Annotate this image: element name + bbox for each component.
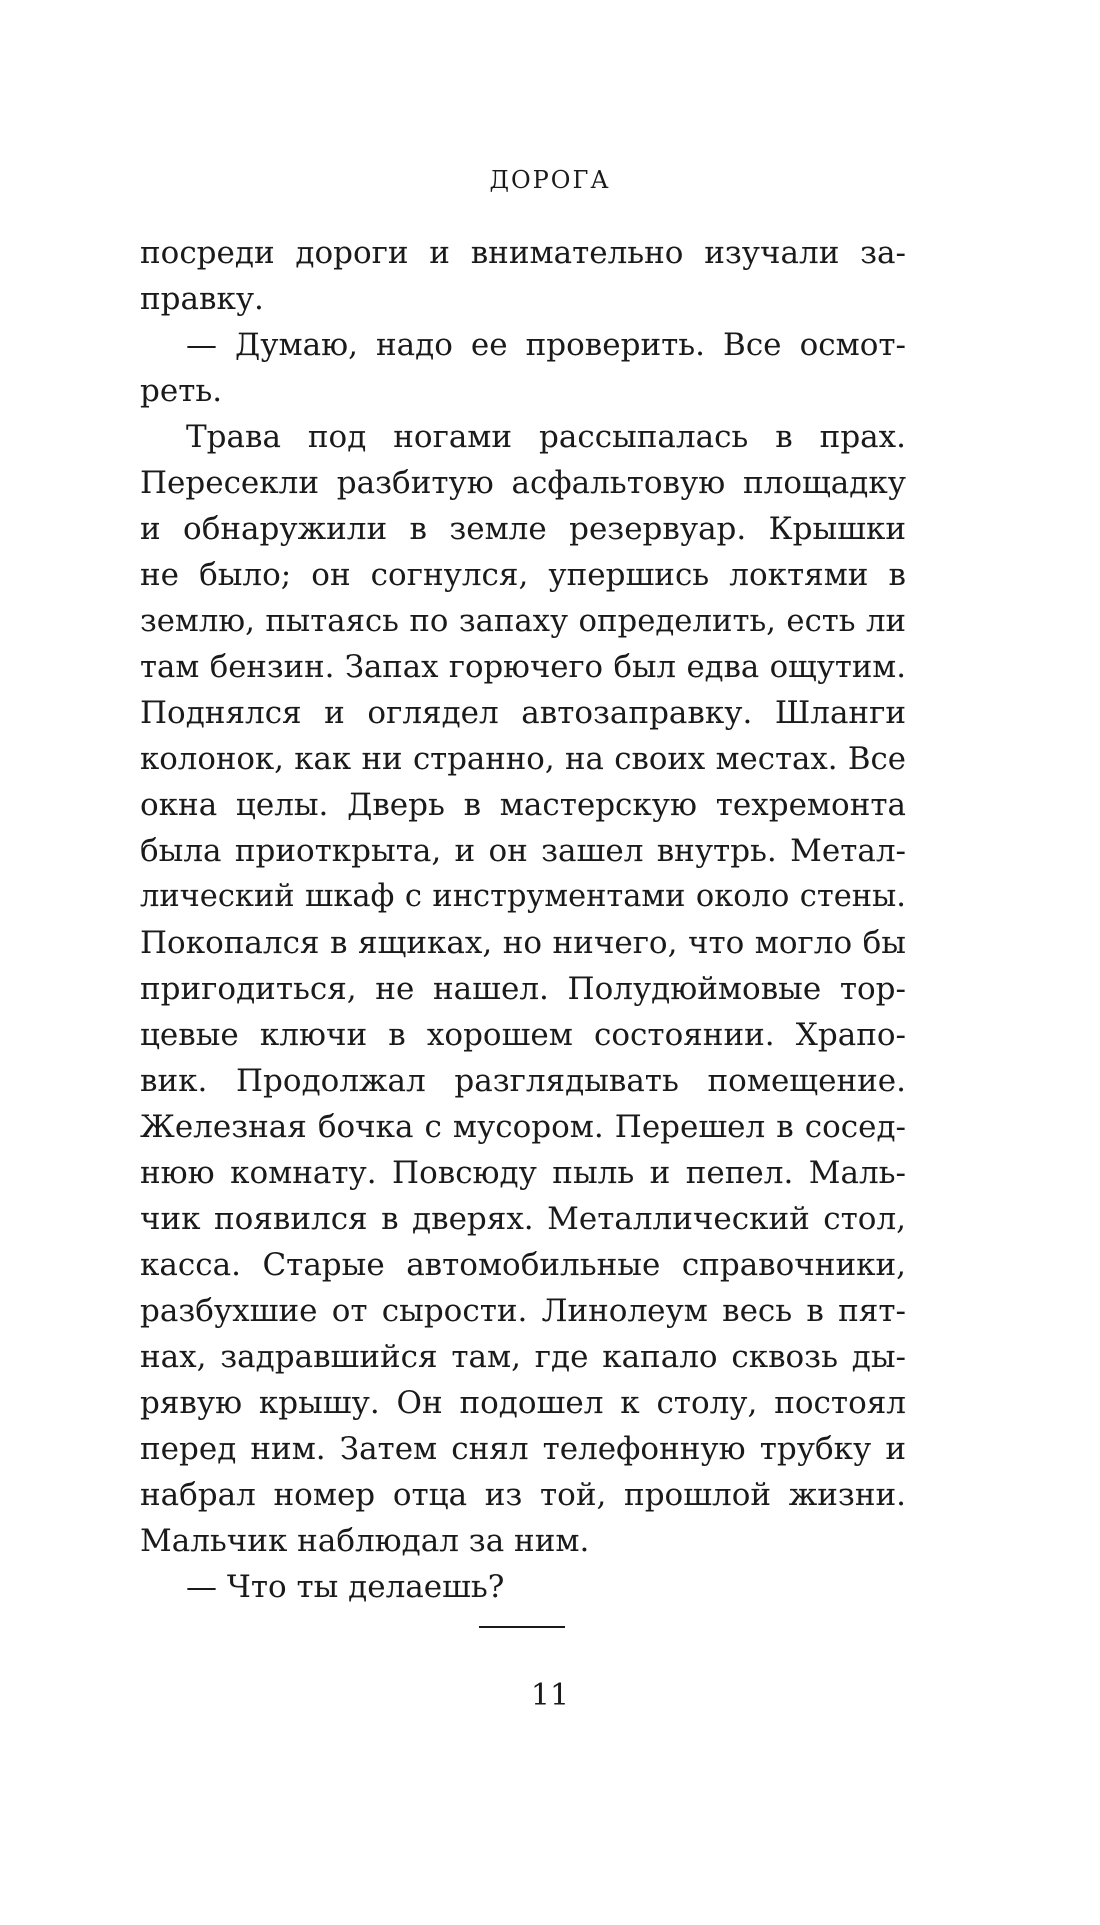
text-line: окна целы. Дверь в мастерскую техремонта (140, 787, 906, 823)
text-line: была приоткрыта, и он зашел внутрь. Метал- (140, 833, 906, 869)
text-line: нах, задравшийся там, где капало сквозь ды- (140, 1339, 906, 1375)
text-line: Железная бочка с мусором. Перешел в сосед- (140, 1109, 906, 1145)
text-line: перед ним. Затем снял телефонную трубку и (140, 1431, 906, 1467)
text-line: посреди дороги и внимательно изучали за- (140, 235, 906, 271)
body-text (140, 230, 906, 1610)
text-line: правку. (140, 281, 264, 317)
footer-rule (479, 1626, 565, 1628)
text-line: и обнаружили в земле резервуар. Крышки (140, 511, 906, 547)
text-line: — Думаю, надо ее проверить. Все осмот- (186, 327, 906, 363)
text-line: пригодиться, не нашел. Полудюймовые тор- (140, 971, 906, 1007)
text-line: Покопался в ящиках, но ничего, что могло бы (140, 925, 906, 961)
text-line: лический шкаф с инструментами около стены. (140, 879, 906, 914)
text-line: — Что ты делаешь? (186, 1569, 505, 1605)
running-head: ДОРОГА (489, 166, 611, 194)
text-line: Поднялся и оглядел автозаправку. Шланги (140, 695, 906, 731)
text-line: землю, пытаясь по запаху определить, есть ли (140, 603, 906, 639)
text-line: вик. Продолжал разглядывать помещение. (140, 1063, 906, 1099)
page-number: 11 (530, 1678, 570, 1713)
text-line: Пересекли разбитую асфальтовую площадку (140, 465, 906, 501)
text-line: Трава под ногами рассыпалась в прах. (186, 419, 906, 455)
text-line: цевые ключи в хорошем состоянии. Храпо- (140, 1017, 906, 1053)
text-line: набрал номер отца из той, прошлой жизни. (140, 1477, 906, 1513)
text-line: реть. (140, 373, 223, 409)
text-line: чик появился в дверях. Металлический стол, (140, 1201, 906, 1237)
text-line: касса. Старые автомобильные справочники, (140, 1247, 906, 1283)
text-line: там бензин. Запах горючего был едва ощутим. (140, 649, 906, 685)
text-line: Мальчик наблюдал за ним. (140, 1523, 590, 1559)
text-line: рявую крышу. Он подошел к столу, постоял (140, 1385, 906, 1421)
text-line: нюю комнату. Повсюду пыль и пепел. Маль- (140, 1155, 906, 1191)
text-line: колонок, как ни странно, на своих местах. Все (140, 741, 906, 777)
text-line: разбухшие от сырости. Линолеум весь в пят- (140, 1293, 906, 1329)
text-line: не было; он согнулся, упершись локтями в (140, 557, 906, 593)
